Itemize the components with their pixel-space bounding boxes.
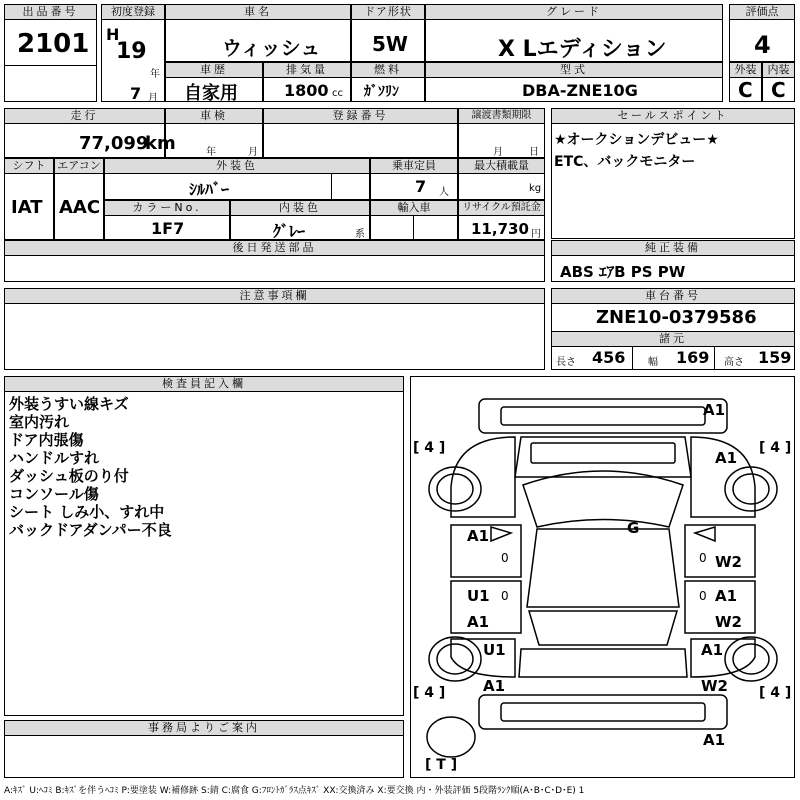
later-parts-label: 後日発送部品 <box>5 241 544 256</box>
recycle-unit: 円 <box>531 229 541 240</box>
mark-left-a1-1: A1 <box>467 527 490 545</box>
mark-right-a1-1: A1 <box>715 587 738 605</box>
mark-left-0-2: 0 <box>501 589 509 603</box>
sales-point-1: ★オークションデビュー★ <box>554 132 719 148</box>
later-parts-cell <box>4 240 545 282</box>
first-reg-year: 19 <box>116 39 147 64</box>
notes-label: 注意事項欄 <box>5 289 544 304</box>
displacement-unit: cc <box>332 88 343 99</box>
displacement: 1800 <box>284 81 329 100</box>
inspector-cell <box>4 376 404 716</box>
exterior-grade-cell <box>729 62 762 102</box>
first-reg-label: 初度登録 <box>102 5 164 20</box>
import-cell <box>370 200 458 240</box>
inspection-year-unit: 年 <box>206 147 216 158</box>
mark-right-tire-top: [ 4 ] <box>759 440 792 456</box>
sales-point-label: セールスポイント <box>552 109 794 124</box>
mileage: 77,099 <box>79 133 149 154</box>
first-reg-month: 7 <box>130 84 142 103</box>
remark: 室内汚れ <box>9 413 70 431</box>
mark-right-w2-2: W2 <box>715 613 742 631</box>
mark-top-a1: A1 <box>703 401 726 419</box>
inspection-label: 車検 <box>166 109 262 124</box>
transfer-label: 譲渡書類期限 <box>459 109 544 124</box>
mark-left-u1-1: U1 <box>467 587 490 605</box>
transfer-month-unit: 月 <box>493 147 503 158</box>
mileage-cell <box>4 108 176 158</box>
door-label: ドア形状 <box>352 5 424 20</box>
door-cell <box>351 4 425 62</box>
color-no-label: カラーNo. <box>105 201 229 216</box>
office-label: 事務局よりご案内 <box>5 721 403 736</box>
width-label: 幅 <box>648 357 658 368</box>
remark: コンソール傷 <box>9 485 99 503</box>
score-label: 評価点 <box>730 5 794 20</box>
capacity-unit: 人 <box>439 187 449 198</box>
score: 4 <box>754 31 771 59</box>
lot-number-cell <box>4 4 97 102</box>
remark: ハンドルすれ <box>9 449 100 467</box>
grade-cell <box>425 4 723 62</box>
remark: バックドアダンパー不良 <box>9 521 172 539</box>
displacement-cell <box>263 62 351 102</box>
genuine: ABS ｴｱB PS PW <box>560 263 686 281</box>
inspection-month-unit: 月 <box>248 147 258 158</box>
sales-point-cell <box>551 108 795 239</box>
recycle: 11,730 <box>471 220 529 238</box>
color-no: 1F7 <box>151 219 185 238</box>
mark-right-0-2: 0 <box>699 589 707 603</box>
lot-number-label: 出品番号 <box>5 5 96 20</box>
inspection-cell <box>165 108 263 158</box>
car-name: ウィッシュ <box>222 36 321 60</box>
mark-left-tire-bottom: [ 4 ] <box>413 685 446 701</box>
grade-label: グレード <box>426 5 722 20</box>
genuine-cell <box>551 240 795 282</box>
mark-right-w2-1: W2 <box>715 553 742 571</box>
inspector-label: 検査員記入欄 <box>5 377 403 392</box>
max-load-unit: kg <box>529 183 542 194</box>
height-label: 高さ <box>724 357 744 368</box>
int-color: ｸﾞﾚｰ <box>273 222 306 241</box>
lot-number: 2101 <box>17 29 90 59</box>
fuel-cell <box>351 62 425 102</box>
aircon-label: エアコン <box>55 159 103 174</box>
shift-label: シフト <box>5 159 53 174</box>
chassis-cell <box>551 288 795 370</box>
shift-cell <box>4 158 54 240</box>
capacity-cell <box>370 158 458 200</box>
legend: A:ｷｽﾞ U:ﾍｺﾐ B:ｷｽﾞを伴うﾍｺﾐ P:要塗装 W:補修跡 S:錆 C:腐食 G:ﾌﾛﾝﾄｶﾞﾗｽ点ｷｽﾞ XX:交換済み X:要交換 内・外装評価 5段階ﾗﾝｸ順(A･B･C･D･E) 1 <box>4 786 585 796</box>
mileage-label: 走行 <box>5 109 164 124</box>
ext-color-label: 外装色 <box>105 159 369 174</box>
mark-left-a1-3: A1 <box>483 677 506 695</box>
max-load-cell <box>458 158 545 200</box>
first-reg-cell <box>101 4 165 102</box>
displacement-label: 排気量 <box>264 63 350 78</box>
mark-right-front: A1 <box>715 449 738 467</box>
fuel: ｶﾞｿﾘﾝ <box>364 84 399 100</box>
interior-grade-cell <box>762 62 795 102</box>
ext-color: ｼﾙﾊﾞｰ <box>189 180 230 199</box>
mark-right-a1-2: A1 <box>701 641 724 659</box>
chassis-label: 車台番号 <box>552 289 794 304</box>
int-color-cell <box>230 200 370 240</box>
mileage-unit: km <box>145 133 176 154</box>
remark: シート しみ小、すれ中 <box>9 503 165 521</box>
remark: 外装うすい線キズ <box>9 395 129 413</box>
sales-point-2: ETC、バックモニター <box>554 154 696 170</box>
shift: IAT <box>11 197 43 218</box>
score-cell <box>729 4 795 62</box>
int-color-unit: 系 <box>355 229 365 240</box>
interior-label: 内装 <box>763 63 794 78</box>
first-reg-year-unit: 年 <box>150 69 160 80</box>
transfer-day-unit: 日 <box>529 147 539 158</box>
capacity: 7 <box>415 177 427 196</box>
genuine-label: 純正装備 <box>552 241 794 256</box>
fuel-label: 燃料 <box>352 63 424 78</box>
recycle-cell <box>458 200 545 240</box>
inspector-remarks <box>9 395 172 539</box>
mark-right-0-1: 0 <box>699 551 707 565</box>
max-load-label: 最大積載量 <box>459 159 544 174</box>
office-cell <box>4 720 404 778</box>
recycle-label: リサイクル預託金 <box>459 201 544 216</box>
width: 169 <box>676 348 710 367</box>
mark-left-0-1: 0 <box>501 551 509 565</box>
reg-number-label: 登録番号 <box>264 109 457 124</box>
import-label: 輸入車 <box>371 201 457 216</box>
mark-right-w2-3: W2 <box>701 677 728 695</box>
door: 5W <box>372 32 408 56</box>
spec-label: 諸元 <box>552 332 794 347</box>
car-diagram-panel <box>410 376 795 778</box>
car-name-label: 車名 <box>166 5 350 20</box>
exterior-grade: C <box>738 78 753 102</box>
model-label: 型式 <box>426 63 722 78</box>
mark-bottom-a1: A1 <box>703 731 726 749</box>
model: DBA-ZNE10G <box>522 81 638 100</box>
car-name-cell <box>165 4 351 62</box>
first-reg-era: H <box>106 25 120 44</box>
aircon: AAC <box>59 197 101 218</box>
length-label: 長さ <box>556 357 576 368</box>
history-cell <box>165 62 263 102</box>
mark-left-u1-2: U1 <box>483 641 506 659</box>
ext-color-cell <box>104 158 370 200</box>
height: 159 <box>758 348 792 367</box>
mark-right-tire-bottom: [ 4 ] <box>759 685 792 701</box>
grade: X Lエディション <box>498 37 667 62</box>
capacity-label: 乗車定員 <box>371 159 457 174</box>
transfer-cell <box>458 108 545 158</box>
history-label: 車歴 <box>166 63 262 78</box>
aircon-cell <box>54 158 104 240</box>
first-reg-month-unit: 月 <box>148 93 158 104</box>
interior-grade: C <box>771 78 786 102</box>
int-color-label: 内装色 <box>231 201 369 216</box>
model-cell <box>425 62 723 102</box>
history: 自家用 <box>184 83 238 104</box>
mark-spare: [ T ] <box>425 757 458 773</box>
remark: ダッシュ板のり付 <box>9 467 129 485</box>
mark-left-tire-top: [ 4 ] <box>413 440 446 456</box>
mark-center-g: G <box>627 519 640 537</box>
reg-number-cell <box>263 108 458 158</box>
notes-cell <box>4 288 545 370</box>
mark-left-a1-2: A1 <box>467 613 490 631</box>
color-no-cell <box>104 200 230 240</box>
car-outline-diagram <box>411 377 794 777</box>
remark: ドア内張傷 <box>9 431 84 449</box>
length: 456 <box>592 348 626 367</box>
exterior-label: 外装 <box>730 63 761 78</box>
chassis: ZNE10-0379586 <box>596 307 757 328</box>
